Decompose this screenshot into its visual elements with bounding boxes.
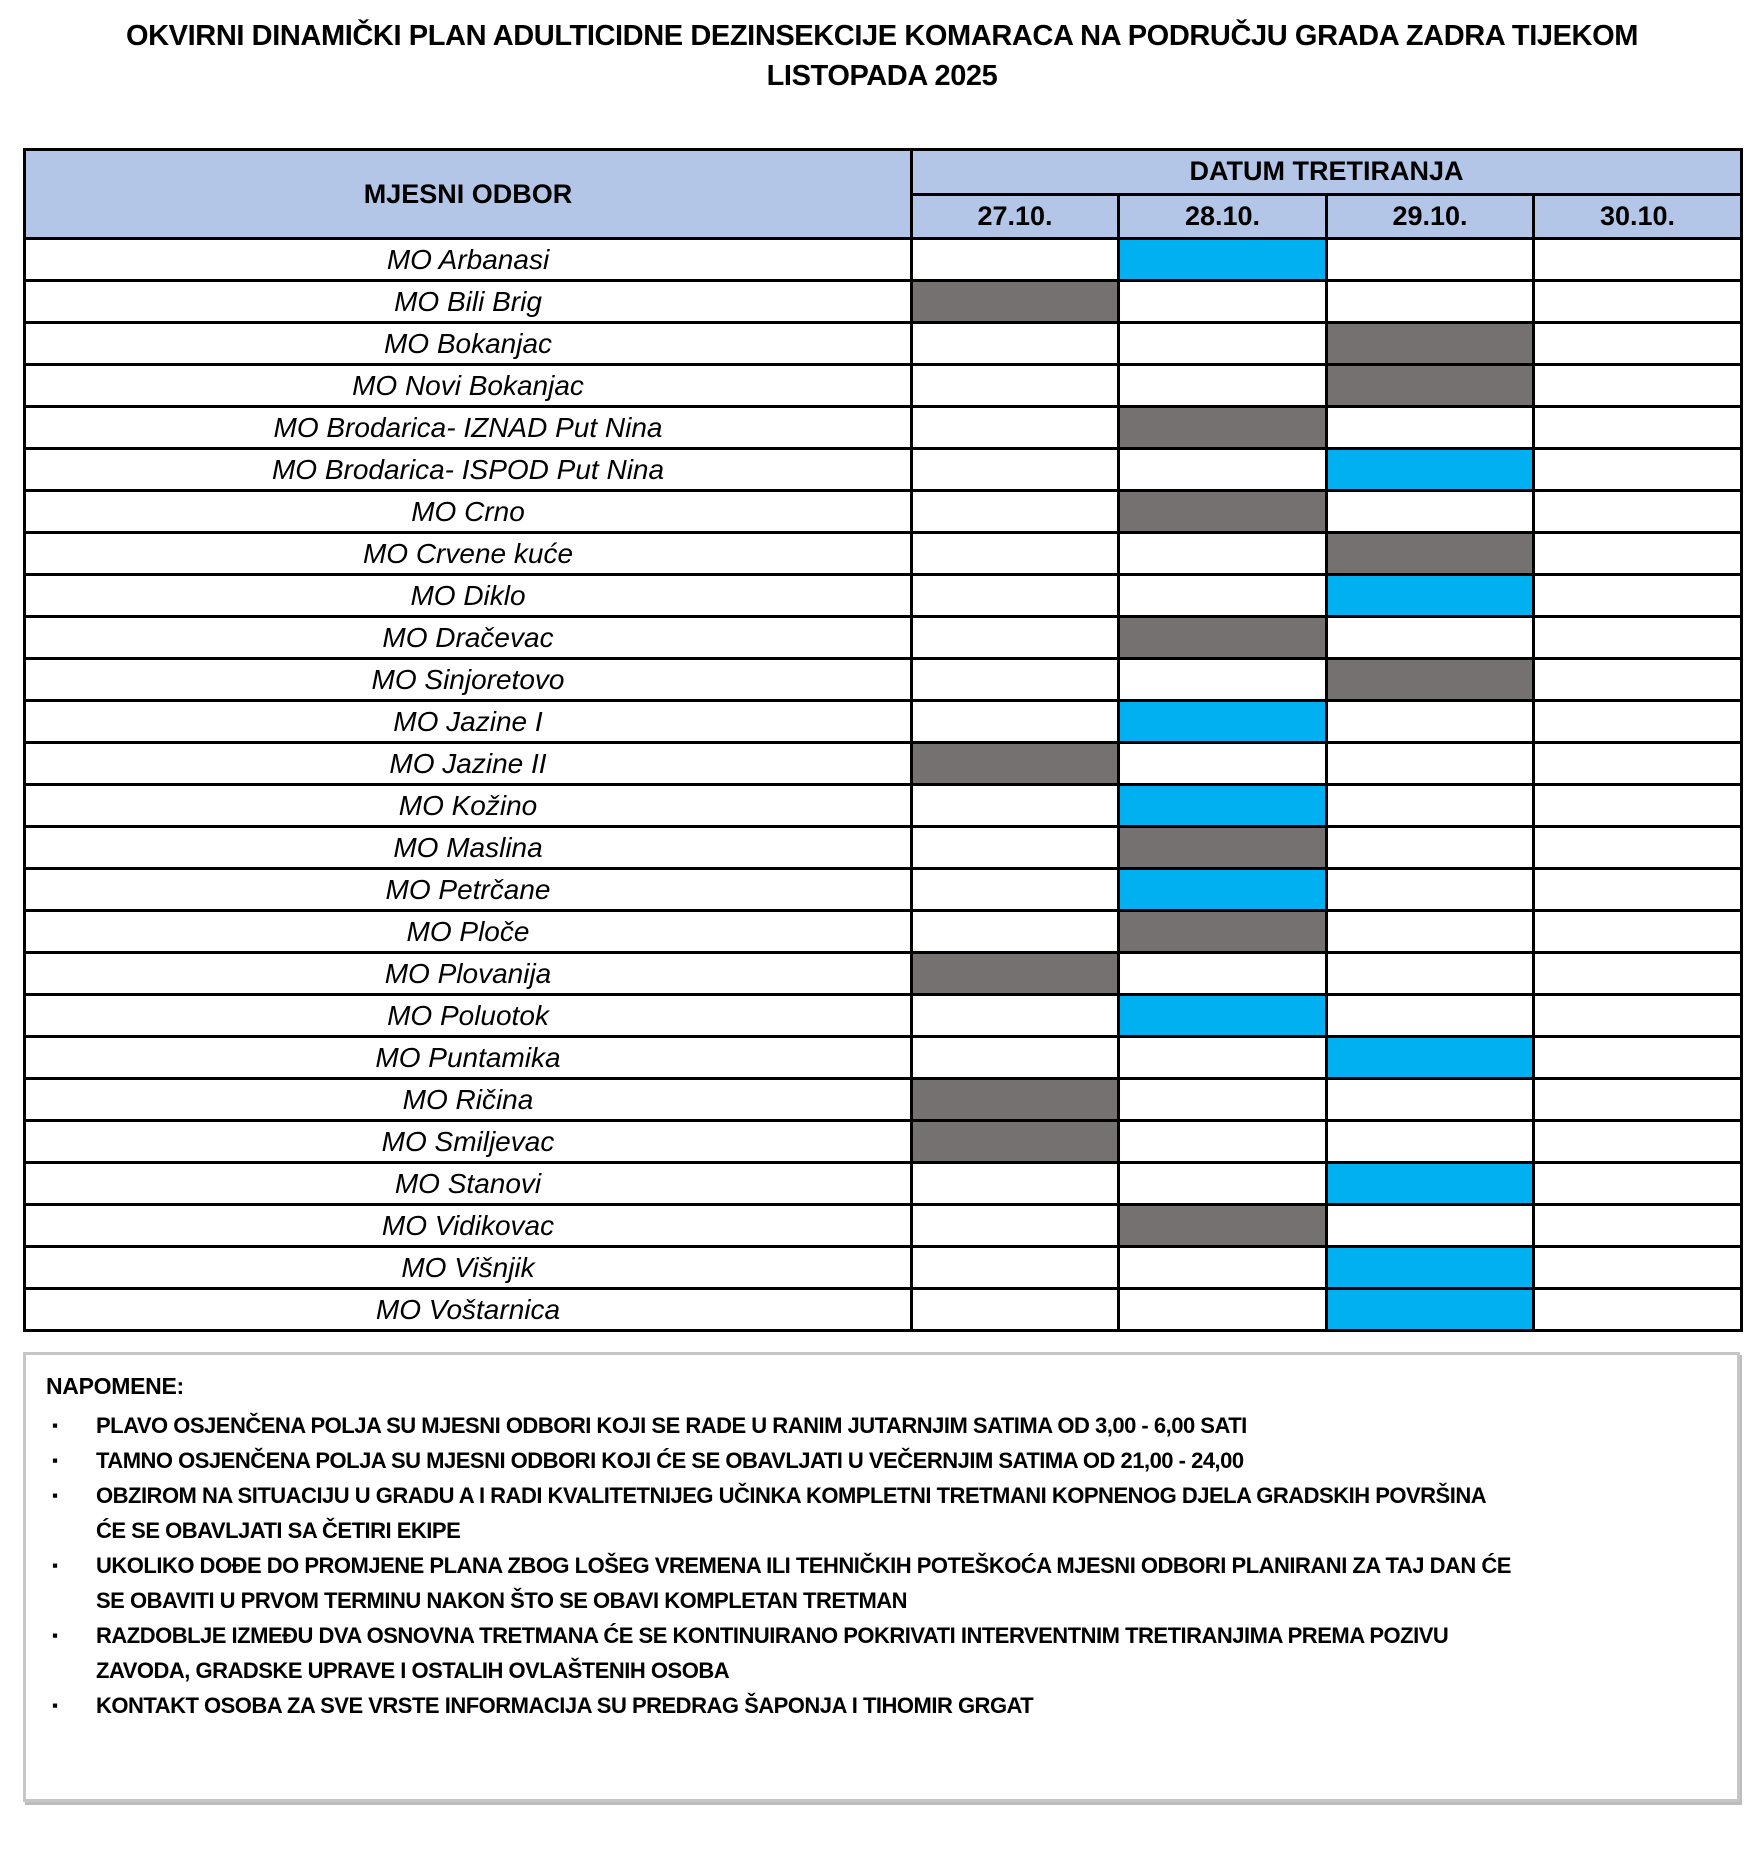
treatment-cell-empty [912, 449, 1119, 491]
treatment-cell-empty [912, 407, 1119, 449]
note-item [46, 1548, 1713, 1618]
table-row [25, 1247, 1742, 1289]
treatment-cell-empty [1534, 953, 1742, 995]
treatment-cell-empty [1327, 407, 1534, 449]
treatment-cell-evening [1119, 491, 1327, 533]
table-row [25, 575, 1742, 617]
treatment-cell-empty [912, 827, 1119, 869]
treatment-cell-empty [1534, 239, 1742, 281]
treatment-cell-evening [1119, 911, 1327, 953]
mjesni-odbor-name: MO Crno [25, 491, 912, 533]
treatment-cell-empty [1327, 911, 1534, 953]
mjesni-odbor-name: MO Bili Brig [25, 281, 912, 323]
table-row [25, 827, 1742, 869]
treatment-cell-evening [912, 743, 1119, 785]
bullet-square-icon: ▪ [52, 1416, 59, 1435]
treatment-cell-empty [1534, 323, 1742, 365]
treatment-cell-empty [1534, 869, 1742, 911]
table-row [25, 281, 1742, 323]
note-item [46, 1443, 1713, 1478]
treatment-cell-empty [1327, 953, 1534, 995]
mjesni-odbor-name: MO Ričina [25, 1079, 912, 1121]
mjesni-odbor-name: MO Sinjoretovo [25, 659, 912, 701]
treatment-cell-empty [912, 785, 1119, 827]
mjesni-odbor-name: MO Arbanasi [25, 239, 912, 281]
treatment-cell-empty [912, 1037, 1119, 1079]
treatment-cell-empty [1119, 1247, 1327, 1289]
notes-box [23, 1352, 1740, 1802]
table-row [25, 533, 1742, 575]
table-row [25, 1037, 1742, 1079]
treatment-cell-empty [912, 911, 1119, 953]
treatment-cell-empty [1119, 1079, 1327, 1121]
treatment-cell-evening [1119, 1205, 1327, 1247]
bullet-square-icon: ▪ [52, 1626, 59, 1645]
mjesni-odbor-name: MO Kožino [25, 785, 912, 827]
treatment-cell-empty [1327, 1121, 1534, 1163]
date-column-header: 29.10. [1327, 194, 1534, 239]
treatment-cell-empty [912, 1205, 1119, 1247]
treatment-cell-evening [912, 281, 1119, 323]
table-row [25, 911, 1742, 953]
note-item [46, 1478, 1713, 1548]
mjesni-odbor-name: MO Petrčane [25, 869, 912, 911]
treatment-cell-evening [1327, 323, 1534, 365]
treatment-cell-empty [1119, 659, 1327, 701]
mjesni-odbor-name: MO Ploče [25, 911, 912, 953]
treatment-cell-morning [1119, 239, 1327, 281]
treatment-cell-morning [1327, 1163, 1534, 1205]
date-column-header: 27.10. [912, 194, 1119, 239]
note-text: KONTAKT OSOBA ZA SVE VRSTE INFORMACIJA SU PREDRAG ŠAPONJA I TIHOMIR GRGAT [96, 1693, 1034, 1718]
treatment-cell-empty [1327, 785, 1534, 827]
treatment-cell-morning [1119, 995, 1327, 1037]
treatment-cell-empty [1534, 1205, 1742, 1247]
mjesni-odbor-name: MO Stanovi [25, 1163, 912, 1205]
table-row [25, 1205, 1742, 1247]
treatment-cell-empty [1119, 1163, 1327, 1205]
treatment-schedule-table [23, 148, 1743, 1332]
table-row [25, 701, 1742, 743]
treatment-cell-empty [912, 1163, 1119, 1205]
note-text: UKOLIKO DOĐE DO PROMJENE PLANA ZBOG LOŠEG VREMENA ILI TEHNIČKIH POTEŠKOĆA MJESNI ODBORI PLANIRANI ZA TAJ DAN ĆE SE OBAVITI U PRVOM TERMINU NAKON ŠTO SE OBAVI KOMPLETAN TRETMAN [96, 1553, 1511, 1613]
treatment-cell-empty [912, 239, 1119, 281]
treatment-cell-empty [912, 533, 1119, 575]
date-column-header: 28.10. [1119, 194, 1327, 239]
treatment-cell-empty [1534, 407, 1742, 449]
treatment-cell-morning [1119, 785, 1327, 827]
treatment-cell-empty [1327, 1079, 1534, 1121]
treatment-cell-empty [912, 323, 1119, 365]
table-row [25, 995, 1742, 1037]
table-row [25, 1163, 1742, 1205]
mjesni-odbor-name: MO Višnjik [25, 1247, 912, 1289]
table-row [25, 785, 1742, 827]
notes-heading: NAPOMENE: [46, 1373, 184, 1399]
treatment-cell-empty [912, 659, 1119, 701]
table-row [25, 407, 1742, 449]
treatment-cell-empty [1119, 323, 1327, 365]
treatment-cell-empty [1534, 1037, 1742, 1079]
mjesni-odbor-name: MO Brodarica- IZNAD Put Nina [25, 407, 912, 449]
date-column-header: 30.10. [1534, 194, 1742, 239]
treatment-cell-empty [912, 1289, 1119, 1331]
treatment-cell-empty [1534, 785, 1742, 827]
bullet-square-icon: ▪ [52, 1556, 59, 1575]
table-row [25, 953, 1742, 995]
treatment-cell-evening [912, 1079, 1119, 1121]
treatment-cell-evening [1119, 407, 1327, 449]
treatment-cell-empty [1534, 1289, 1742, 1331]
treatment-cell-empty [1534, 743, 1742, 785]
treatment-cell-morning [1327, 449, 1534, 491]
table-row [25, 449, 1742, 491]
table-row [25, 365, 1742, 407]
treatment-cell-empty [1534, 1247, 1742, 1289]
treatment-cell-empty [1327, 617, 1534, 659]
treatment-cell-empty [1534, 1121, 1742, 1163]
treatment-cell-empty [1534, 449, 1742, 491]
page-title-line1: OKVIRNI DINAMIČKI PLAN ADULTICIDNE DEZINSEKCIJE KOMARACA NA PODRUČJU GRADA ZADRA TIJEKOM [125, 20, 1639, 52]
treatment-cell-empty [1534, 827, 1742, 869]
treatment-cell-empty [1534, 659, 1742, 701]
table-row [25, 323, 1742, 365]
treatment-cell-empty [1119, 1289, 1327, 1331]
page-title-line2: LISTOPADA 2025 [766, 60, 998, 92]
treatment-cell-empty [912, 617, 1119, 659]
treatment-cell-empty [1534, 911, 1742, 953]
header-row-1 [25, 150, 1742, 195]
table-row [25, 1121, 1742, 1163]
treatment-cell-empty [1534, 575, 1742, 617]
mjesni-odbor-name: MO Poluotok [25, 995, 912, 1037]
treatment-cell-empty [912, 491, 1119, 533]
mjesni-odbor-name: MO Dračevac [25, 617, 912, 659]
mjesni-odbor-name: MO Maslina [25, 827, 912, 869]
notes-list [46, 1408, 1713, 1723]
treatment-cell-evening [912, 953, 1119, 995]
treatment-cell-empty [1534, 1163, 1742, 1205]
treatment-cell-empty [1119, 533, 1327, 575]
treatment-cell-empty [1119, 743, 1327, 785]
treatment-cell-evening [1327, 659, 1534, 701]
treatment-cell-empty [1327, 995, 1534, 1037]
note-item [46, 1618, 1713, 1688]
treatment-cell-empty [1534, 701, 1742, 743]
mjesni-odbor-name: MO Vidikovac [25, 1205, 912, 1247]
treatment-cell-empty [1327, 1205, 1534, 1247]
treatment-cell-empty [1119, 281, 1327, 323]
treatment-cell-empty [1327, 869, 1534, 911]
treatment-cell-empty [1119, 1121, 1327, 1163]
treatment-cell-empty [1119, 575, 1327, 617]
note-text: OBZIROM NA SITUACIJU U GRADU A I RADI KVALITETNIJEG UČINKA KOMPLETNI TRETMANI KOPNENOG DJELA GRADSKIH POVRŠINA ĆE SE OBAVLJATI SA ČETIRI EKIPE [96, 1483, 1486, 1543]
treatment-cell-empty [1534, 281, 1742, 323]
bullet-square-icon: ▪ [52, 1486, 59, 1505]
treatment-cell-evening [1327, 533, 1534, 575]
treatment-cell-empty [1534, 995, 1742, 1037]
treatment-cell-evening [1327, 365, 1534, 407]
treatment-cell-morning [1327, 575, 1534, 617]
treatment-cell-empty [912, 701, 1119, 743]
column-header-datum-tretiranja: DATUM TRETIRANJA [912, 150, 1742, 195]
page-title [0, 0, 1764, 96]
mjesni-odbor-name: MO Diklo [25, 575, 912, 617]
treatment-cell-empty [1534, 365, 1742, 407]
treatment-cell-evening [1119, 617, 1327, 659]
mjesni-odbor-name: MO Plovanija [25, 953, 912, 995]
treatment-cell-empty [912, 995, 1119, 1037]
note-item [46, 1408, 1713, 1443]
treatment-cell-empty [912, 1247, 1119, 1289]
table-row [25, 239, 1742, 281]
mjesni-odbor-name: MO Smiljevac [25, 1121, 912, 1163]
treatment-cell-empty [1119, 365, 1327, 407]
treatment-cell-empty [1534, 1079, 1742, 1121]
treatment-cell-empty [1534, 533, 1742, 575]
bullet-square-icon: ▪ [52, 1696, 59, 1715]
treatment-cell-empty [1327, 701, 1534, 743]
treatment-cell-morning [1119, 869, 1327, 911]
treatment-cell-empty [912, 365, 1119, 407]
treatment-cell-empty [1327, 239, 1534, 281]
mjesni-odbor-name: MO Jazine I [25, 701, 912, 743]
note-text: RAZDOBLJE IZMEĐU DVA OSNOVNA TRETMANA ĆE SE KONTINUIRANO POKRIVATI INTERVENTNIM TRETIRANJIMA PREMA POZIVU ZAVODA, GRADSKE UPRAVE I OSTALIH OVLAŠTENIH OSOBA [96, 1623, 1449, 1683]
table-row [25, 1079, 1742, 1121]
treatment-cell-empty [1327, 827, 1534, 869]
mjesni-odbor-name: MO Puntamika [25, 1037, 912, 1079]
treatment-cell-morning [1119, 701, 1327, 743]
bullet-square-icon: ▪ [52, 1451, 59, 1470]
note-text: PLAVO OSJENČENA POLJA SU MJESNI ODBORI KOJI SE RADE U RANIM JUTARNJIM SATIMA OD 3,00 - 6,00 SATI [96, 1413, 1247, 1438]
mjesni-odbor-name: MO Voštarnica [25, 1289, 912, 1331]
treatment-cell-empty [912, 575, 1119, 617]
treatment-cell-morning [1327, 1037, 1534, 1079]
treatment-cell-empty [1534, 617, 1742, 659]
table-row [25, 659, 1742, 701]
column-header-mjesni-odbor: MJESNI ODBOR [25, 150, 912, 239]
treatment-cell-morning [1327, 1247, 1534, 1289]
treatment-cell-morning [1327, 1289, 1534, 1331]
table-row [25, 869, 1742, 911]
treatment-cell-empty [1119, 449, 1327, 491]
note-text: TAMNO OSJENČENA POLJA SU MJESNI ODBORI KOJI ĆE SE OBAVLJATI U VEČERNJIM SATIMA OD 21,00 - 24,00 [96, 1448, 1244, 1473]
treatment-cell-empty [1534, 491, 1742, 533]
treatment-cell-empty [912, 869, 1119, 911]
treatment-cell-empty [1119, 953, 1327, 995]
note-item [46, 1688, 1713, 1723]
treatment-cell-empty [1119, 1037, 1327, 1079]
mjesni-odbor-name: MO Brodarica- ISPOD Put Nina [25, 449, 912, 491]
mjesni-odbor-name: MO Novi Bokanjac [25, 365, 912, 407]
mjesni-odbor-name: MO Crvene kuće [25, 533, 912, 575]
table-row [25, 743, 1742, 785]
table-row [25, 617, 1742, 659]
treatment-cell-empty [1327, 491, 1534, 533]
treatment-cell-empty [1327, 281, 1534, 323]
table-row [25, 491, 1742, 533]
mjesni-odbor-name: MO Jazine II [25, 743, 912, 785]
table-row [25, 1289, 1742, 1331]
treatment-cell-empty [1327, 743, 1534, 785]
treatment-cell-evening [1119, 827, 1327, 869]
mjesni-odbor-name: MO Bokanjac [25, 323, 912, 365]
treatment-cell-evening [912, 1121, 1119, 1163]
